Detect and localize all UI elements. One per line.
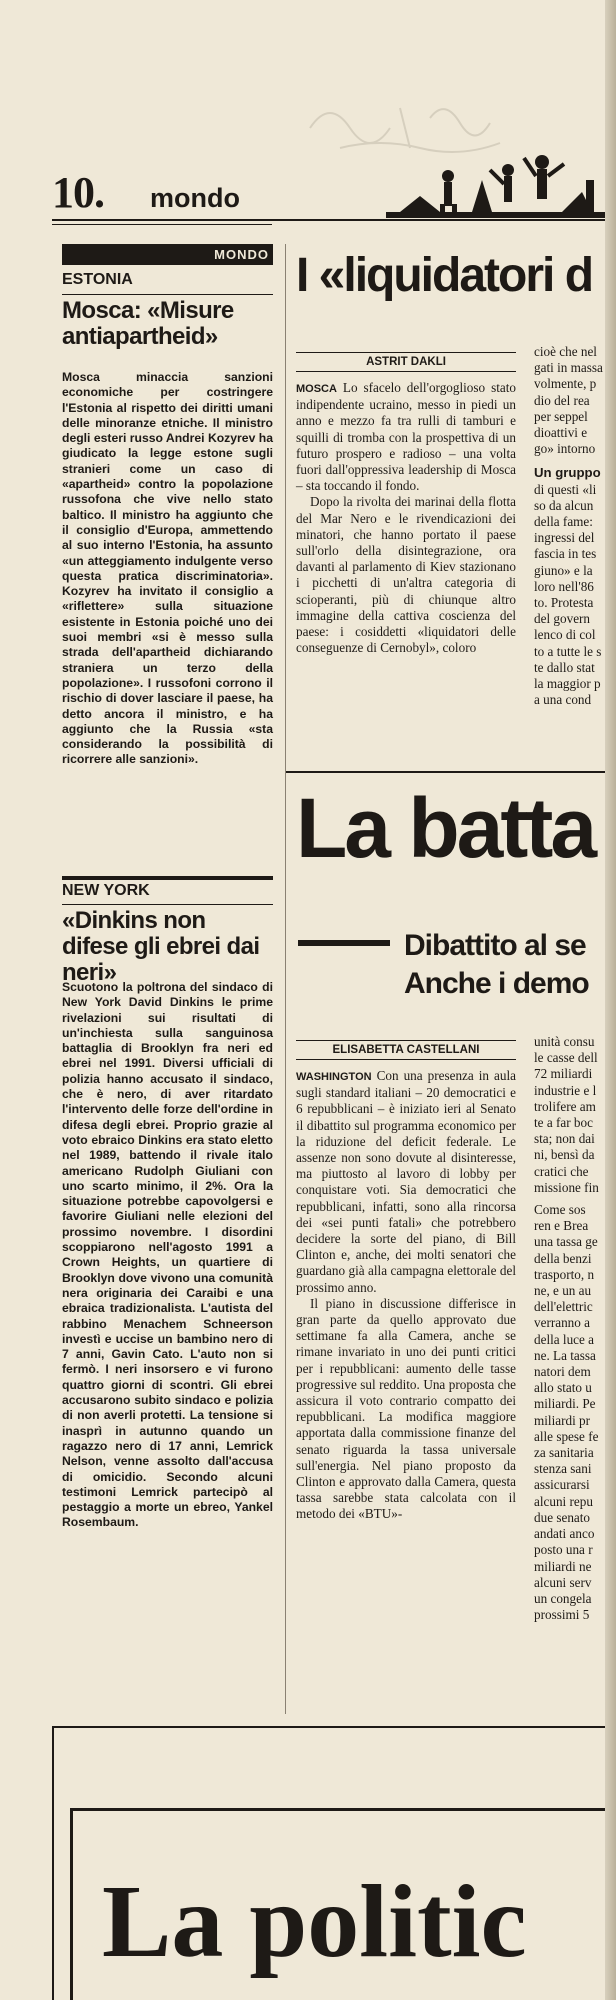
clipped-line: un congela (534, 1590, 592, 1606)
masthead-rule-thin (52, 224, 272, 225)
article2-col1-text: Con una presenza in aula sugli standard italiani – 20 democratici e 6 repubblicani – è iniziato ieri al Senato il dibattito sul programma economico per la riduzione del deficit federale. Le assenze non sono dovute al disinteresse, ma piuttosto al lavoro di lobby per conquistare voti. Sia democratici che repubblicani, infatti, sono alla rincorsa dei «sei punti fatali» che potrebbero decidere la sorte del piano, di Bill Clinton e, anche, dei molti senatori che guardano già alla campagna elettorale del prossimo anno. (296, 1068, 517, 1295)
clipped-line: miliardi ne (534, 1558, 592, 1574)
brief1-headline: Mosca: «Misure antiapartheid» (62, 297, 234, 350)
clipped-line: assicurarsi (534, 1477, 590, 1493)
page-number: 10. (52, 168, 104, 217)
article2-subhead-1: Dibattito al se (404, 929, 586, 962)
article2-dateline: WASHINGTON (296, 1071, 372, 1083)
clipped-line: te dallo stat (534, 659, 595, 675)
clipped-line: dell'elettric (534, 1299, 593, 1315)
article2-byline: ELISABETTA CASTELLANI (332, 1044, 480, 1056)
article1-col2 (534, 344, 605, 760)
article3-inner-top (70, 1808, 605, 1811)
clipped-line: ingressi del (534, 530, 595, 546)
clipped-line: ni, bensì da (534, 1147, 595, 1163)
clipped-line: dio del rea (534, 392, 590, 408)
article1-col1b-text: Dopo la rivolta dei marinai della flotta del Mar Nero e le rivendicazioni dei minatori, che hanno portato il paese sull'orlo della disintegrazione, ora davanti al parlamento di Kiev stazionano i picchetti di un'altra categoria di scioperanti, più di chiunque altro immagine della cattiva coscienza del paese: i cosiddetti «liquidatori delle conseguenze di Cernobyl», coloro (296, 494, 516, 656)
article2-col2-lines (534, 1034, 605, 1196)
clipped-line: della luce a (534, 1331, 595, 1347)
clipped-line: per seppel (534, 408, 588, 424)
article3-box-left (52, 1726, 54, 2000)
clipped-line: alcuni repu (534, 1493, 593, 1509)
clipped-line: stenza sani (534, 1461, 592, 1477)
brief2-kicker-rule (62, 904, 273, 905)
clipped-line: unità consu (534, 1034, 595, 1049)
brief1-kicker: ESTONIA (62, 271, 133, 288)
clipped-line: natori dem (534, 1364, 591, 1380)
brief-separator (62, 876, 273, 880)
article1-dateline: MOSCA (296, 383, 337, 395)
clipped-line: gati in massa (534, 360, 603, 376)
clipped-line: una tassa ge (534, 1234, 598, 1250)
article2-col2 (534, 1034, 605, 1704)
clipped-line: industrie e l (534, 1082, 597, 1098)
clipped-line: verranno a (534, 1315, 591, 1331)
clipped-line: go» intorno (534, 441, 596, 457)
clipped-line: trolifere am (534, 1098, 596, 1114)
clipped-line: andati anco (534, 1526, 595, 1542)
clipped-line: posto una r (534, 1542, 593, 1558)
brief2-kicker: NEW YORK (62, 882, 150, 899)
brief2-body: Scuotono la poltrona del sindaco di New York David Dinkins le prime rivelazioni sui risultati di un'inchiesta sulla sanguinosa battaglia di Brooklyn fra neri ed ebrei nel 1991. Diversi ufficiali di polizia hanno accusato il sindaco, che è nero, di aver ritardato l'intervento delle forze dell'ordine in difesa degli ebrei. Proprio grazie al voto ebraico Dinkins era stato eletto nel 1989, battendo il rivale italo americano Rudolph Giuliani con uno scarto minimo, il 2%. Ora la situazione potrebbe capovolgersi e favorire Giuliani nelle elezioni del prossimo novembre. I disordini scoppiarono nell'agosto 1991 a Crown Heights, un quartiere di Brooklyn dove vivono una comunità nera originaria dei Caraibi e una ebraica tradizionalista. L'autista del rabbino Menachem Schneerson investì e uccise un bambino nero di 7 anni, Gavin Cato. L'auto non si fermò. I neri insorsero e vi furono quattro giorni di scontri. Gli ebrei accusarono subito sindaco e polizia di non averli protetti. La tensione si inasprì in autunno quando un ragazzo nero di 17 anni, Lemrick Nelson, venne assolto dall'accusa di omicidio. Secondo alcuni testimoni Lemrick partecipò al pestaggio a morte un ebreo, Yankel Rosembaum. (62, 980, 273, 1530)
brief1-body: Mosca minaccia sanzioni economiche per costringere l'Estonia al rispetto dei diritti umani delle minoranze etniche. Il ministro degli esteri russo Andrei Kozyrev ha giudicato la legge estone sugli stranieri come un caso di «apartheid» contro la popolazione russofona che vive nello stato baltico. Il ministro ha aggiunto che il consiglio d'Europa, ammettendo al suo interno l'Estonia, ha assunto «un atteggiamento indulgente verso questa pratica discriminatoria». Kozyrev ha invitato il consiglio a «riflettere» sulla situazione esistente in Estonia poiché uno dei suoi membri «si è messo sulla strada dell'apartheid dichiarando straniera un terzo della popolazione». I russofoni corrono il rischio di dover lasciare il paese, ha detto ancora il ministro, e ha aggiunto che la Russia «sta considerando la possibilità di ricorrere alle sanzioni». (62, 370, 273, 767)
page-edge-shadow (605, 0, 616, 2000)
clipped-line: za sanitaria (534, 1445, 594, 1461)
clipped-line: miliardi. Pe (534, 1396, 596, 1412)
article2-byline-rule2 (296, 1059, 516, 1060)
clipped-line: della benzi (534, 1250, 592, 1266)
article3-headline: La politic (102, 1864, 527, 1979)
article1-col2-lines-b (534, 482, 605, 709)
article1-byline-rule (296, 352, 516, 353)
clipped-line: fascia in tes (534, 546, 597, 562)
clipped-line: to. Protesta (534, 595, 594, 611)
clipped-line: allo stato u (534, 1380, 592, 1396)
column-divider (285, 244, 286, 1714)
article2-subhead-2: Anche i demo (404, 967, 589, 1000)
article2-col2-lines-b (534, 1202, 605, 1623)
article1-col2-lines (534, 344, 605, 457)
clipped-line: ne, e un au (534, 1283, 592, 1299)
section-label-bar: MONDO (62, 244, 273, 265)
clipped-line: Come sos (534, 1202, 586, 1218)
clipped-line: cioè che nel (534, 344, 597, 359)
masthead-rule (52, 219, 605, 221)
clipped-line: prossimi 5 (534, 1607, 590, 1623)
clipped-line: alle spese fe (534, 1428, 599, 1444)
article2-headline: La batta (296, 781, 595, 875)
clipped-line: lenco di col (534, 627, 596, 643)
section-name: mondo (150, 183, 240, 213)
clipped-line: 72 miliardi (534, 1066, 593, 1082)
clipped-line: alcuni serv (534, 1574, 592, 1590)
clipped-line: cratici che (534, 1163, 589, 1179)
article2-box-top (286, 771, 605, 773)
clipped-line: to a tutte le s (534, 643, 602, 659)
clipped-line: della fame: (534, 514, 593, 530)
masthead-illustration (386, 140, 606, 220)
article1-byline-rule2 (296, 371, 516, 372)
clipped-line: di questi «li (534, 481, 597, 497)
article1-col1-text: Lo sfacelo dell'orgoglioso stato indipendente ucraino, messo in piedi un anno e mezzo fa tra rulli di tamburi e squilli di tromba con la prospettiva di un futuro prospero e radioso – una volta fuori dall'oppressiva leadership di Mosca – sta toccando il fondo. (296, 380, 516, 494)
clipped-line: ren e Brea (534, 1218, 589, 1234)
brief2-headline: «Dinkins non difese gli ebrei dai neri» (62, 907, 260, 986)
clipped-line: trasporto, n (534, 1266, 595, 1282)
clipped-line: giuno» e la (534, 562, 593, 578)
clipped-line: missione fin (534, 1179, 599, 1195)
brief1-kicker-rule (62, 294, 273, 295)
article2-subhead-bar (298, 940, 390, 946)
clipped-line: la maggior p (534, 676, 601, 692)
article3-inner-left (70, 1808, 73, 2000)
clipped-line: sta; non dai (534, 1131, 595, 1147)
article2-col1 (296, 1068, 516, 1523)
article1-col2-subhead: Un gruppo (534, 465, 601, 481)
clipped-line: dioattivi e (534, 425, 588, 441)
clipped-line: te a far boc (534, 1115, 593, 1131)
article2-byline-rule (296, 1040, 516, 1041)
article2-col1b-text: Il piano in discussione differisce in gran parte da quello approvato due settimane fa alla Camera, anche se rimane invariato in uno dei punti critici per i repubblicani: aumento delle tasse progressive sul reddito. Una proposta che assicura il voto contrario compatto dei repubblicani. La modifica maggiore apportata dalla commissione finanze del senato riguarda la tassa universale sull'energia. Nel piano proposto da Clinton e approvato dalla Camera, questa tassa sarebbe stata calcolata con il metodo dei «BTU»- (296, 1295, 516, 1522)
clipped-line: so da alcun (534, 497, 594, 513)
clipped-line: ne. La tassa (534, 1347, 596, 1363)
article1-headline: I «liquidatori d (296, 249, 593, 302)
clipped-line: loro nell'86 (534, 578, 594, 594)
clipped-line: del govern (534, 611, 591, 627)
article1-col1 (296, 380, 516, 656)
article3-box-top (52, 1726, 605, 1728)
clipped-line: le casse dell (534, 1050, 598, 1066)
article1-byline: ASTRIT DAKLI (366, 356, 446, 368)
clipped-line: due senato (534, 1509, 591, 1525)
clipped-line: a una cond (534, 692, 592, 708)
clipped-line: volmente, p (534, 376, 597, 392)
clipped-line: miliardi pr (534, 1412, 591, 1428)
